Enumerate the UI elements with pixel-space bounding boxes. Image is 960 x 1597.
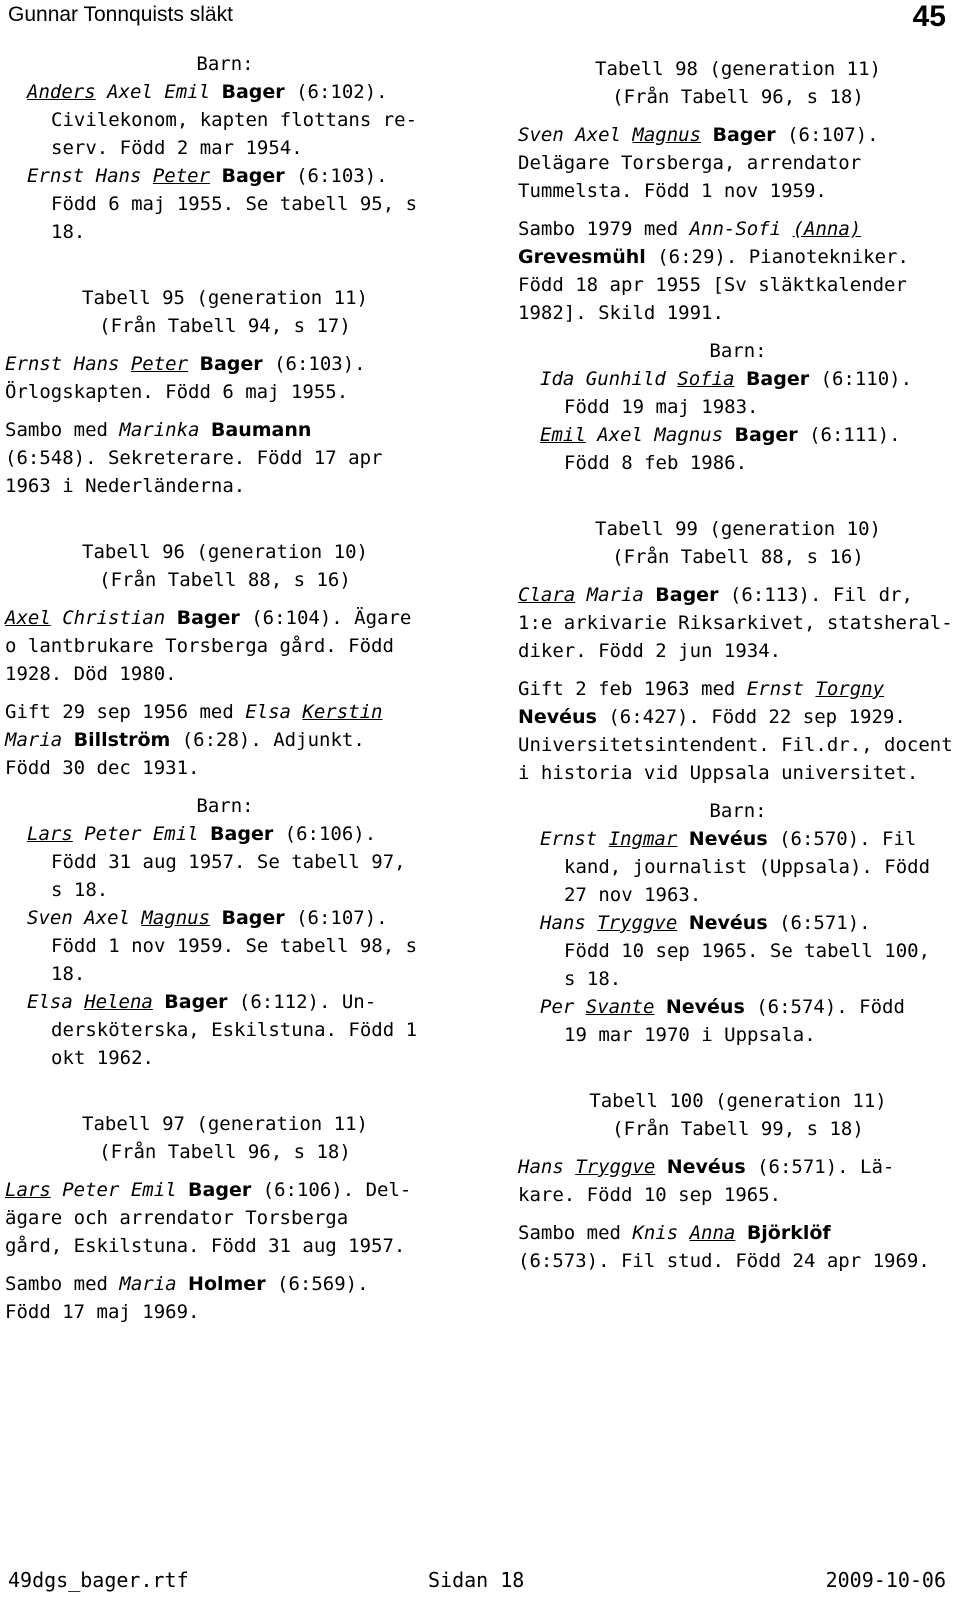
left-column: [5, 50, 445, 1326]
person-paragraph: Lars Peter Emil Bager (6:106). Del- ägare och arrendator Torsberga gård, Eskilstuna. Född 31 aug 1957.: [5, 1179, 412, 1257]
table-from: (Från Tabell 96, s 18): [99, 1141, 351, 1163]
child-entry: Emil Axel Magnus Bager (6:111). Född 8 feb 1986.: [540, 424, 901, 474]
person-paragraph: Clara Maria Bager (6:113). Fil dr, 1:e arkivarie Riksarkivet, statsheral- diker. Född 2 jun 1934.: [518, 584, 953, 662]
spouse-paragraph: Sambo med Maria Holmer (6:569). Född 17 maj 1969.: [5, 1273, 369, 1323]
table-heading: Tabell 95 (generation 11): [82, 287, 368, 309]
children-label: Barn:: [709, 800, 767, 822]
person-paragraph: Ernst Hans Peter Bager (6:103). Örlogskapten. Född 6 maj 1955.: [5, 353, 366, 403]
footer-date: 2009-10-06: [825, 1568, 946, 1592]
table-heading: Tabell 96 (generation 10): [82, 541, 368, 563]
spouse-paragraph: Sambo med Marinka Baumann (6:548). Sekreterare. Född 17 apr 1963 i Nederländerna.: [5, 419, 383, 497]
table-from: (Från Tabell 96, s 18): [612, 86, 864, 108]
spouse-paragraph: Gift 29 sep 1956 med Elsa Kerstin Maria Billström (6:28). Adjunkt. Född 30 dec 1931.: [5, 701, 383, 779]
table-heading: Tabell 99 (generation 10): [595, 518, 881, 540]
children-label: Barn:: [709, 340, 767, 362]
table-from: (Från Tabell 88, s 16): [99, 569, 351, 591]
table-heading: Tabell 98 (generation 11): [595, 58, 881, 80]
spouse-paragraph: Gift 2 feb 1963 med Ernst Torgny Nevéus (6:427). Född 22 sep 1929. Universitetsintendent. Fil.dr., docent i historia vid Uppsala universitet.: [518, 678, 953, 784]
spouse-paragraph: Sambo 1979 med Ann-Sofi (Anna) Grevesmühl (6:29). Pianotekniker. Född 18 apr 1955 [Sv släktkalender 1982]. Skild 1991.: [518, 218, 909, 324]
table-from: (Från Tabell 94, s 17): [99, 315, 351, 337]
table-from: (Från Tabell 99, s 18): [612, 1118, 864, 1140]
child-entry: Anders Axel Emil Bager (6:102). Civilekonom, kapten flottans re- serv. Född 2 mar 1954.: [27, 81, 418, 159]
child-entry: Elsa Helena Bager (6:112). Un- dersköterska, Eskilstuna. Född 1 okt 1962.: [27, 991, 418, 1069]
footer-page-label: Sidan 18: [428, 1568, 525, 1592]
child-entry: Ernst Ingmar Nevéus (6:570). Fil kand, journalist (Uppsala). Född 27 nov 1963.: [540, 828, 931, 906]
page-header-title: Gunnar Tonnquists släkt: [8, 3, 233, 26]
footer-filename: 49dgs_bager.rtf: [8, 1568, 189, 1592]
page-number: 45: [912, 0, 946, 33]
table-heading: Tabell 97 (generation 11): [82, 1113, 368, 1135]
table-from: (Från Tabell 88, s 16): [612, 546, 864, 568]
children-label: Barn:: [196, 53, 254, 75]
children-label: Barn:: [196, 795, 254, 817]
child-entry: Ida Gunhild Sofia Bager (6:110). Född 19 maj 1983.: [540, 368, 913, 418]
person-paragraph: Axel Christian Bager (6:104). Ägare o lantbrukare Torsberga gård. Född 1928. Död 1980.: [5, 607, 412, 685]
child-entry: Ernst Hans Peter Bager (6:103). Född 6 maj 1955. Se tabell 95, s 18.: [27, 165, 418, 243]
child-entry: Sven Axel Magnus Bager (6:107). Född 1 nov 1959. Se tabell 98, s 18.: [27, 907, 418, 985]
person-paragraph: Hans Tryggve Nevéus (6:571). Lä- kare. Född 10 sep 1965.: [518, 1156, 895, 1206]
person-paragraph: Sven Axel Magnus Bager (6:107). Delägare Torsberga, arrendator Tummelsta. Född 1 nov 1959.: [518, 124, 879, 202]
child-entry: Lars Peter Emil Bager (6:106). Född 31 aug 1957. Se tabell 97, s 18.: [27, 823, 406, 901]
right-column: [518, 55, 958, 1275]
child-entry: Per Svante Nevéus (6:574). Född 19 mar 1970 i Uppsala.: [540, 996, 905, 1046]
spouse-paragraph: Sambo med Knis Anna Björklöf (6:573). Fil stud. Född 24 apr 1969.: [518, 1222, 930, 1272]
child-entry: Hans Tryggve Nevéus (6:571). Född 10 sep 1965. Se tabell 100, s 18.: [540, 912, 931, 990]
table-heading: Tabell 100 (generation 11): [589, 1090, 887, 1112]
